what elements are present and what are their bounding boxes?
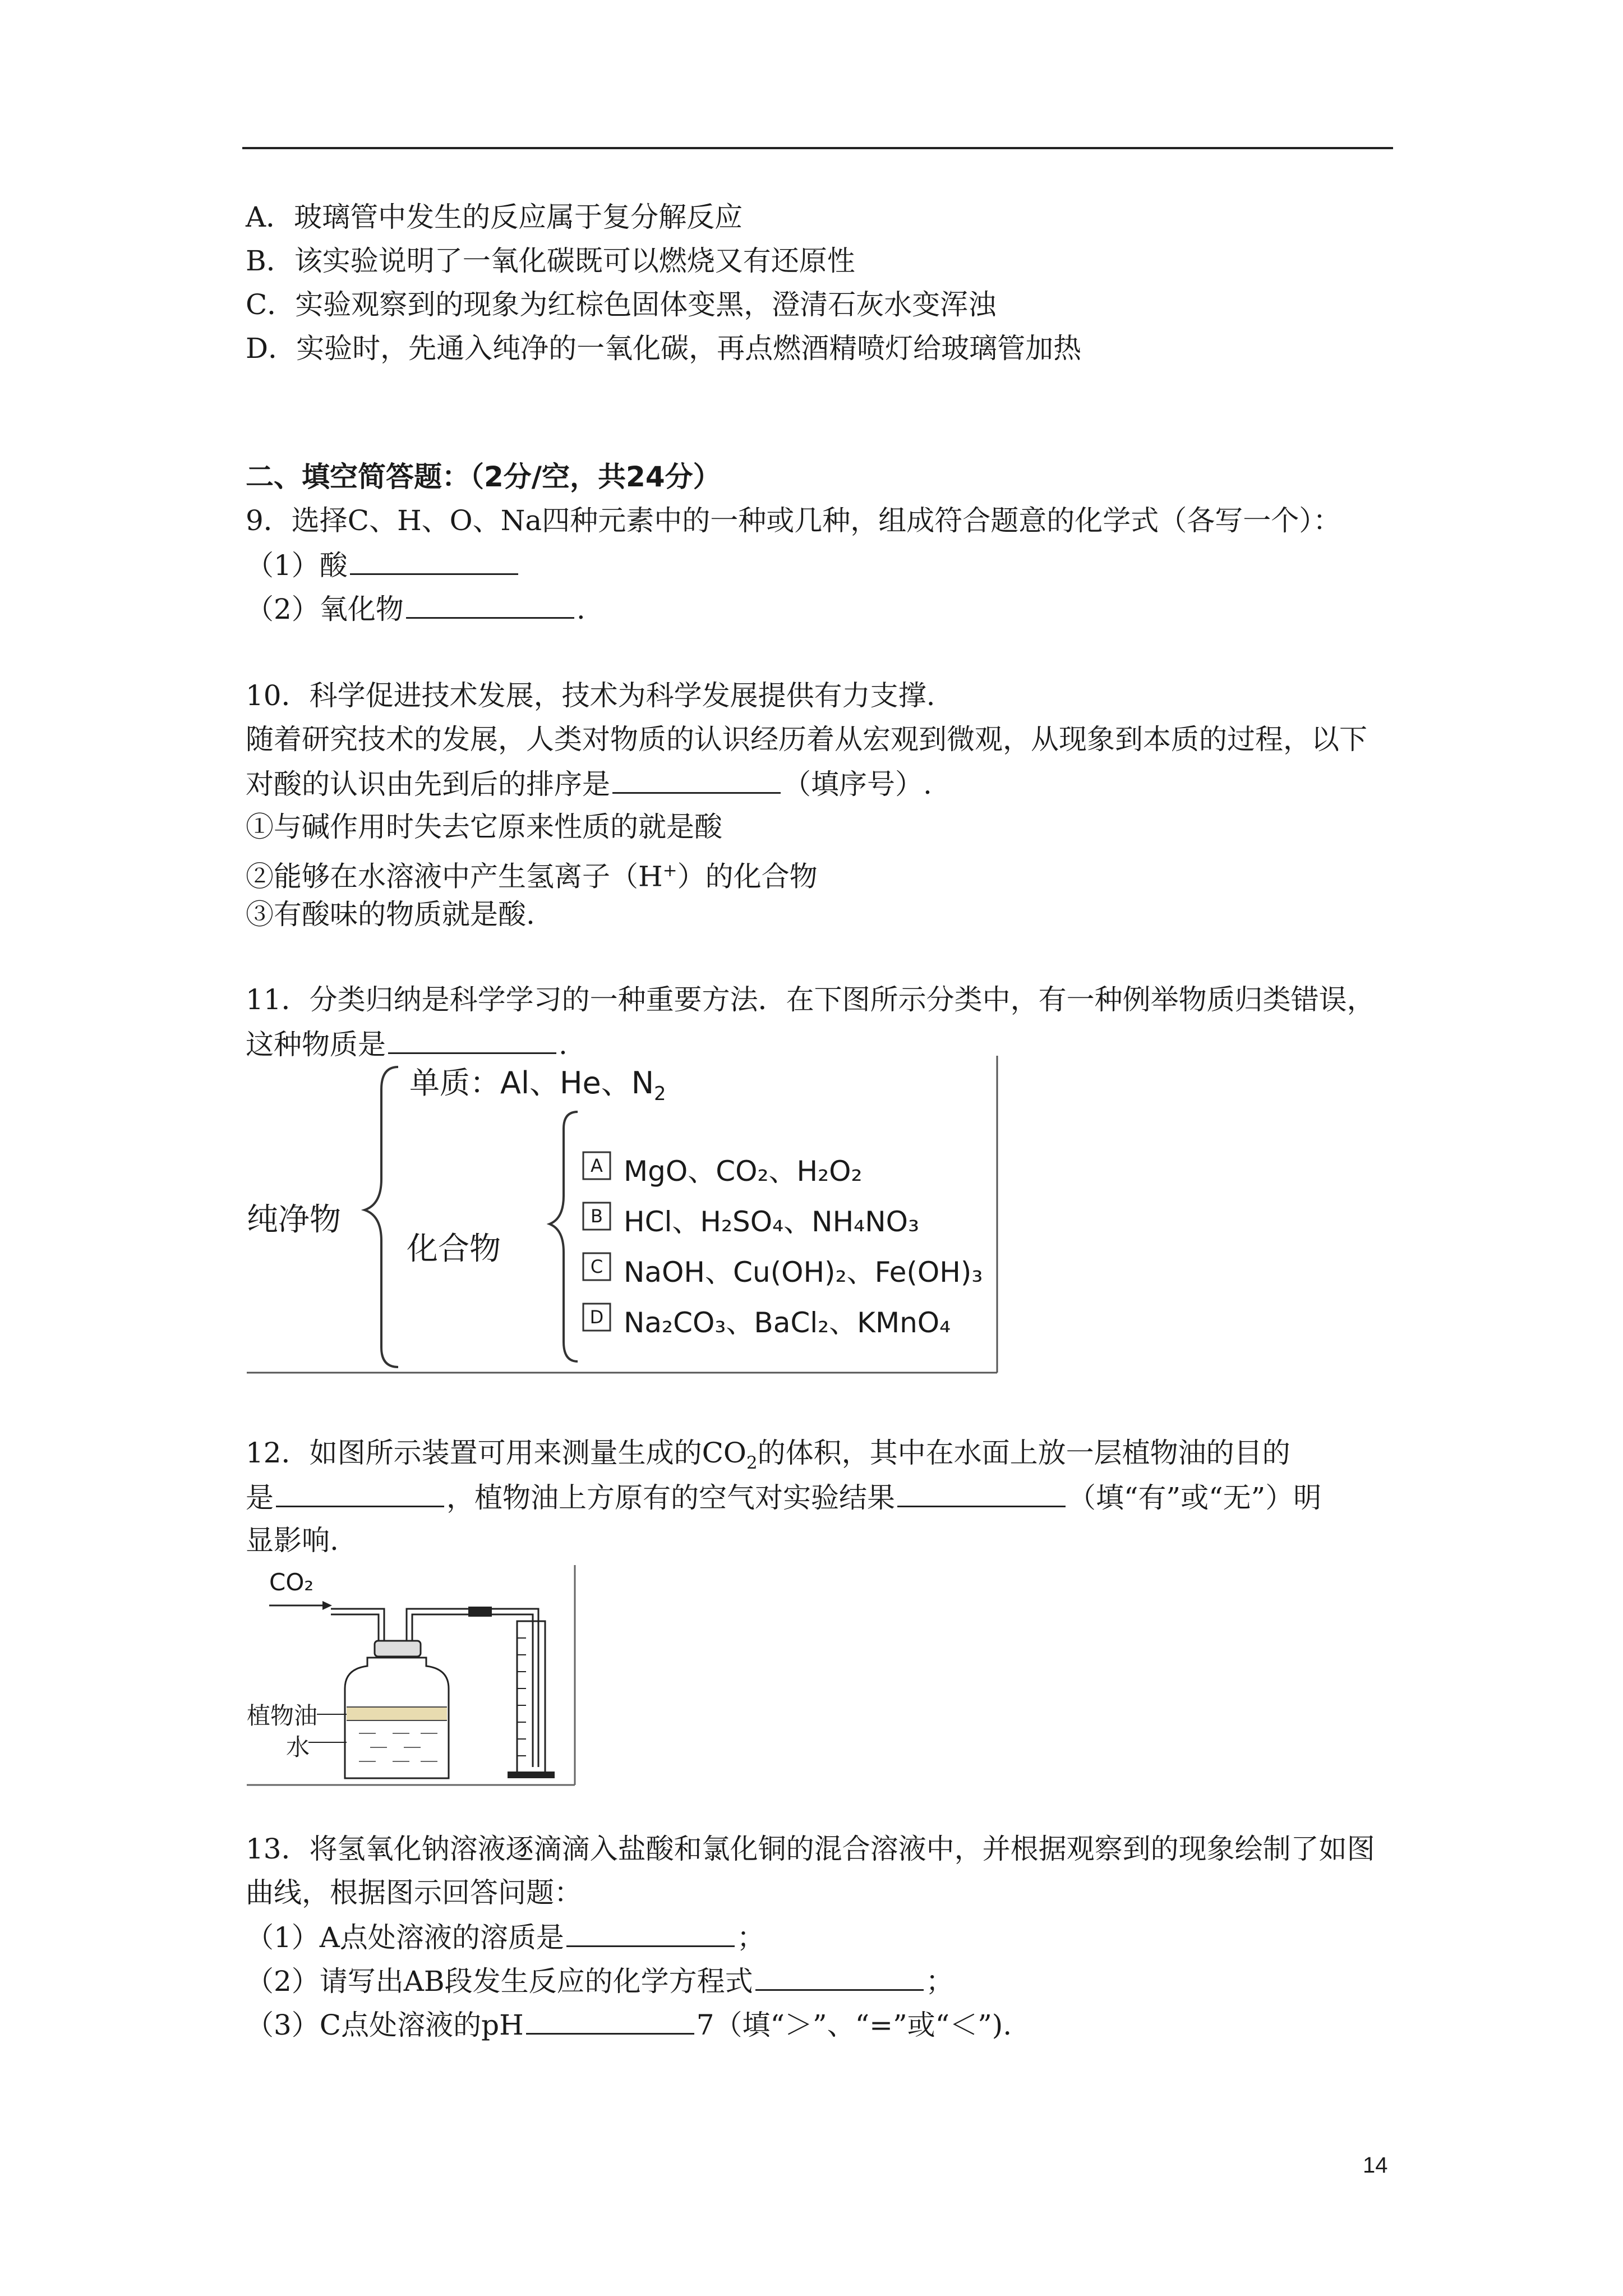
q10-item2: [246, 854, 818, 894]
single-label: 单质：: [409, 1065, 500, 1101]
tree-compound: 化合物: [407, 1231, 501, 1267]
q11-line2-end: .: [559, 1028, 568, 1061]
q10-line2: 随着研究技术的发展，人类对物质的认识经历着从宏观到微观，从现象到本质的过程，以下: [246, 723, 1367, 756]
q10-item1: ①与碱作用时失去它原来性质的就是酸: [246, 811, 722, 843]
q13-part2-a: （2）请写出AB段发生反应的化学方程式: [246, 1965, 753, 1998]
letter-c: C: [590, 1256, 603, 1277]
single-sub: 2: [654, 1082, 666, 1105]
q13-part3: [246, 2007, 1012, 2042]
q13-blank-1[interactable]: [566, 1920, 735, 1947]
q11-line2-text: 这种物质是: [246, 1028, 386, 1061]
water-label: 水: [286, 1733, 310, 1761]
inner-brace: [550, 1112, 578, 1361]
q10-blank[interactable]: [612, 766, 781, 794]
q10-item3: ③有酸味的物质就是酸.: [246, 898, 535, 931]
q11-line1: 11．分类归纳是科学学习的一种重要方法．在下图所示分类中，有一种例举物质归类错误，: [246, 983, 1375, 1016]
letter-d: D: [589, 1306, 604, 1328]
graduated-cylinder: [517, 1621, 545, 1773]
option-b: B．该实验说明了一氧化碳既可以燃烧又有还原性: [246, 245, 855, 277]
q12-line2-b: ，植物油上方原有的空气对实验结果: [446, 1481, 895, 1514]
tube-connector: [468, 1607, 492, 1617]
q10-line3-end: （填序号）.: [783, 768, 932, 800]
q12-line3: 显影响.: [246, 1524, 339, 1557]
q13-part3-a: （3）C点处溶液的pH: [246, 2009, 524, 2041]
q13-part1-a: （1）A点处溶液的溶质是: [246, 1921, 564, 1954]
q12-line2: [246, 1480, 1321, 1515]
option-d: D．实验时，先通入纯净的一氧化碳，再点燃酒精喷灯给玻璃管加热: [246, 332, 1082, 365]
q11-blank[interactable]: [388, 1027, 556, 1054]
tree-single: [409, 1059, 666, 1105]
oil-layer: [347, 1707, 447, 1720]
header-rule: [242, 147, 1393, 149]
q9-part2: [246, 591, 585, 626]
q10-line3: [246, 766, 932, 801]
q13-part3-b: 7（填“＞”、“=”或“＜”).: [696, 2009, 1012, 2041]
q9-part1: [246, 547, 520, 582]
q12-line2-a: 是: [246, 1481, 274, 1514]
q10-item2-b: ）的化合物: [677, 860, 818, 893]
q9-part2-blank[interactable]: [406, 591, 574, 619]
letter-a: A: [591, 1155, 603, 1176]
q9-part1-blank[interactable]: [350, 547, 518, 575]
single-items: Al、He、N: [500, 1065, 654, 1101]
classification-figure: [247, 1056, 998, 1375]
q9-part1-label: （1）酸: [246, 549, 348, 582]
q12-line2-c: （填“有”或“无”）明: [1068, 1481, 1322, 1514]
gas-arrow-head: [322, 1601, 332, 1610]
q13-blank-2[interactable]: [755, 1963, 924, 1991]
q10-item2-a: ②能够在水溶液中产生氢离子（H: [246, 860, 663, 893]
cylinder-base: [508, 1772, 555, 1778]
q12-blank-2[interactable]: [897, 1480, 1066, 1507]
outlet-tube-inner: [412, 1614, 533, 1767]
q12-line1-sub: 2: [746, 1453, 758, 1473]
outer-brace: [365, 1067, 398, 1367]
option-c: C．实验观察到的现象为红棕色固体变黑，澄清石灰水变浑浊: [246, 288, 997, 321]
q9-part2-label: （2）氧化物: [246, 593, 404, 625]
gas-label: CO₂: [269, 1568, 314, 1596]
page-number: 14: [1363, 2153, 1388, 2178]
q13-line2: 曲线，根据图示回答问题：: [246, 1876, 582, 1909]
oil-label: 植物油: [247, 1702, 318, 1729]
inlet-tube-inner: [331, 1614, 379, 1655]
q12-line1-a: 12．如图所示装置可用来测量生成的CO: [246, 1437, 746, 1469]
q12-blank-1[interactable]: [276, 1480, 444, 1507]
stopper: [375, 1641, 421, 1657]
q9-part2-end: .: [576, 593, 585, 625]
q10-item2-sup: +: [662, 861, 677, 881]
q9-stem: 9．选择C、H、O、Na四种元素中的一种或几种，组成符合题意的化学式（各写一个）：: [246, 504, 1341, 537]
group-b-text: HCl、H₂SO₄、NH₄NO₃: [624, 1205, 920, 1238]
q12-line1: [246, 1436, 1290, 1480]
q10-line1: 10．科学促进技术发展，技术为科学发展提供有力支撑.: [246, 679, 935, 712]
q13-part2-b: ；: [925, 1965, 954, 1998]
q13-part1: [246, 1920, 765, 1954]
group-d-text: Na₂CO₃、BaCl₂、KMnO₄: [624, 1306, 951, 1339]
q12-line1-b: 的体积，其中在水面上放一层植物油的目的: [757, 1437, 1290, 1469]
tree-root: 纯净物: [247, 1202, 341, 1238]
group-c-text: NaOH、Cu(OH)₂、Fe(OH)₃: [624, 1256, 983, 1289]
q13-line1: 13．将氢氧化钠溶液逐滴滴入盐酸和氯化铜的混合溶液中，并根据观察到的现象绘制了如图: [246, 1833, 1375, 1865]
letter-b: B: [591, 1205, 603, 1227]
q13-blank-3[interactable]: [526, 2007, 694, 2035]
group-a-text: MgO、CO₂、H₂O₂: [624, 1155, 863, 1188]
q10-line3-text: 对酸的认识由先到后的排序是: [246, 768, 610, 800]
apparatus-figure: [247, 1565, 578, 1787]
section-title: 二、填空简答题：（2分/空，共24分）: [246, 461, 721, 493]
option-a: A．玻璃管中发生的反应属于复分解反应: [246, 201, 743, 233]
q13-part2: [246, 1963, 954, 1998]
q13-part1-b: ；: [736, 1921, 765, 1954]
